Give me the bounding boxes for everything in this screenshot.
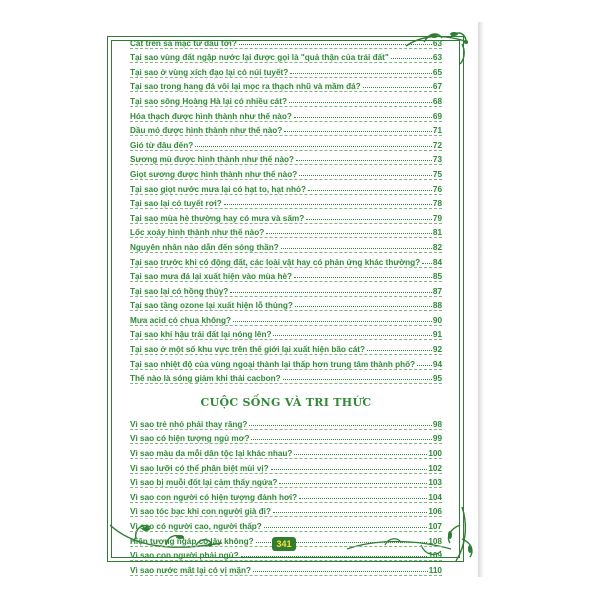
toc-entry-page: 108 — [428, 536, 442, 546]
toc-entry — [130, 488, 442, 502]
toc-entry — [130, 165, 442, 179]
page-number-badge: 341 — [272, 537, 296, 551]
toc-entry-title: Tại sao nhiệt độ của vùng ngoại thành lại thấp hơn trung tâm thành phố? — [130, 359, 416, 369]
toc-entry — [130, 34, 442, 48]
toc-leader-dots — [195, 146, 432, 147]
toc-entry — [130, 326, 442, 340]
toc-leader-dots — [363, 87, 432, 88]
toc-entry-title: Vì sao con người có hiện tượng đánh hơi? — [130, 492, 298, 502]
toc-leader-dots — [249, 425, 432, 426]
toc-entry-page: 69 — [432, 111, 442, 121]
toc-entry-title: Hóa thạch được hình thành như thế nào? — [130, 111, 292, 121]
toc-row-divider — [130, 383, 442, 384]
toc-entry-page: 76 — [432, 184, 442, 194]
toc-entry-page: 63 — [432, 38, 442, 48]
toc-leader-dots — [241, 556, 428, 557]
toc-entry — [130, 136, 442, 150]
toc-entry — [130, 107, 442, 121]
toc-leader-dots — [294, 117, 432, 118]
toc-entry-title: Dầu mỏ được hình thành như thế nào? — [130, 126, 283, 136]
toc-entry-title: Tại sao sông Hoàng Hà lại có nhiều cát? — [130, 96, 287, 106]
toc-entry-page: 84 — [432, 257, 442, 267]
toc-entry — [130, 49, 442, 63]
toc-entry-page: 78 — [432, 199, 442, 209]
toc-entry — [130, 444, 442, 458]
toc-list-top — [130, 34, 442, 384]
toc-entry-title: Tại sao trong hang đá vôi lại mọc ra thạch nhũ và mầm đá? — [130, 82, 361, 92]
toc-entry-title: Tại sao khí hậu trái đất lại nóng lên? — [130, 330, 272, 340]
toc-entry-title: Giọt sương được hình thành như thế nào? — [130, 169, 298, 179]
toc-entry-page: 67 — [432, 82, 442, 92]
toc-leader-dots — [289, 102, 432, 103]
toc-entry — [130, 297, 442, 311]
toc-entry — [130, 63, 442, 77]
toc-entry-page: 63 — [432, 53, 442, 63]
toc-entry-page: 81 — [432, 228, 442, 238]
toc-leader-dots — [271, 469, 428, 470]
toc-leader-dots — [239, 44, 432, 45]
toc-entry-title: Vì sao lưỡi có thể phân biệt mùi vị? — [130, 463, 269, 473]
toc-entry-title: Tại sao lại có hồng thủy? — [130, 286, 229, 296]
toc-leader-dots — [279, 483, 427, 484]
toc-leader-dots — [294, 277, 432, 278]
toc-entry — [130, 474, 442, 488]
toc-leader-dots — [251, 439, 431, 440]
toc-entry-page: 92 — [432, 345, 442, 355]
toc-entry — [130, 122, 442, 136]
toc-leader-dots — [253, 571, 428, 572]
toc-entry-title: Tại sao lại có tuyết rơi? — [130, 199, 222, 209]
toc-entry-page: 110 — [428, 565, 442, 575]
toc-entry — [130, 78, 442, 92]
toc-leader-dots — [264, 527, 428, 528]
toc-entry — [130, 268, 442, 282]
toc-entry-title: Vì sao tóc bạc khi con người già đi? — [130, 507, 271, 517]
toc-entry-title: Tại sao trước khi có động đất, các loài vật hay có phản ứng khác thường? — [130, 257, 421, 267]
toc-leader-dots — [290, 73, 432, 74]
toc-entry-page: 87 — [432, 286, 442, 296]
toc-entry-page: 65 — [432, 67, 442, 77]
toc-leader-dots — [266, 233, 432, 234]
toc-entry — [130, 282, 442, 296]
toc-entry-page: 102 — [428, 463, 442, 473]
toc-entry — [130, 517, 442, 531]
toc-entry-page: 82 — [432, 242, 442, 252]
toc-entry — [130, 209, 442, 223]
toc-entry-title: Vì sao con người phải ngủ? — [130, 551, 239, 561]
toc-entry — [130, 238, 442, 252]
toc-entry — [130, 180, 442, 194]
toc-leader-dots — [367, 350, 432, 351]
toc-entry — [130, 195, 442, 209]
toc-leader-dots — [283, 379, 432, 380]
toc-entry-title: Tại sao giọt nước mưa lại có hạt to, hạt nhỏ? — [130, 184, 306, 194]
toc-leader-dots — [299, 498, 427, 499]
toc-entry-page: 72 — [432, 140, 442, 150]
toc-entry-page: 68 — [432, 96, 442, 106]
toc-entry-title: Hiện tượng ngáp có lây không? — [130, 536, 254, 546]
toc-entry — [130, 430, 442, 444]
toc-entry-page: 106 — [428, 507, 442, 517]
toc-leader-dots — [273, 335, 431, 336]
toc-leader-dots — [224, 204, 432, 205]
toc-entry — [130, 459, 442, 473]
toc-entry — [130, 311, 442, 325]
toc-entry-page: 107 — [428, 522, 442, 531]
toc-list-bottom — [130, 415, 442, 576]
toc-leader-dots — [296, 160, 432, 161]
toc-leader-dots — [308, 190, 432, 191]
toc-entry-page: 90 — [432, 315, 442, 325]
toc-entry-page: 71 — [432, 126, 442, 136]
toc-entry-title: Vì sao màu da mỗi dân tộc lại khác nhau? — [130, 449, 293, 459]
toc-entry — [130, 92, 442, 106]
toc-row-divider — [130, 575, 442, 576]
toc-entry-page: 94 — [432, 359, 442, 369]
toc-entry-title: Lốc xoáy hình thành như thế nào? — [130, 228, 265, 238]
toc-entry — [130, 503, 442, 517]
toc-entry-page: 104 — [428, 492, 442, 502]
toc-entry-page: 91 — [432, 330, 442, 340]
table-of-contents — [130, 34, 442, 576]
toc-entry-page: 109 — [428, 551, 442, 561]
toc-entry-title: Sương mù được hình thành như thế nào? — [130, 155, 295, 165]
toc-entry-page: 88 — [432, 301, 442, 311]
toc-entry-page: 95 — [432, 374, 442, 384]
toc-entry — [130, 224, 442, 238]
toc-entry-page: 79 — [432, 213, 442, 223]
toc-entry-title: Vì sao có hiện tượng ngủ mơ? — [130, 434, 250, 444]
toc-entry — [130, 415, 442, 429]
toc-entry-title: Thế nào là sóng giảm khi thải cacbon? — [130, 374, 281, 384]
toc-entry-page: 75 — [432, 169, 442, 179]
toc-entry-title: Vì sao trẻ nhỏ phải thay răng? — [130, 419, 248, 429]
toc-entry-page: 99 — [432, 434, 442, 444]
toc-entry-page: 98 — [432, 419, 442, 429]
toc-leader-dots — [230, 292, 432, 293]
toc-leader-dots — [422, 263, 432, 264]
toc-entry-title: Tại sao ở vùng xích đạo lại có núi tuyết? — [130, 67, 289, 77]
toc-leader-dots — [417, 365, 432, 366]
toc-leader-dots — [295, 306, 432, 307]
toc-leader-dots — [273, 512, 427, 513]
toc-entry-page: 85 — [432, 272, 442, 282]
toc-entry — [130, 355, 442, 369]
toc-entry-page: 73 — [432, 155, 442, 165]
toc-entry — [130, 253, 442, 267]
section-heading: CUỘC SỐNG VÀ TRI THỨC — [200, 396, 372, 410]
toc-leader-dots — [391, 58, 432, 59]
toc-leader-dots — [306, 219, 432, 220]
toc-entry-title: Tại sao vùng đất ngập nước lại được gọi là "quả thận của trái đất" — [130, 53, 389, 63]
toc-leader-dots — [281, 248, 432, 249]
toc-entry-title: Vì sao nước mắt lại có vị mặn? — [130, 565, 251, 575]
toc-entry-page: 103 — [428, 478, 442, 488]
toc-entry-title: Cát trên sa mạc từ đâu tới? — [130, 38, 237, 48]
toc-entry-title: Tại sao tầng ozone lại xuất hiện lỗ thủng? — [130, 301, 293, 311]
toc-leader-dots — [284, 131, 432, 132]
page-edge-shadow — [478, 22, 484, 577]
toc-entry-title: Vì sao bị muỗi đốt lại cảm thấy ngứa? — [130, 478, 278, 488]
toc-entry-title: Tại sao ở một số khu vực trên thế giới lại xuất hiện bão cát? — [130, 345, 366, 355]
toc-entry-title: Tại sao mưa đá lại xuất hiện vào mùa hè? — [130, 272, 292, 282]
toc-entry-title: Gió từ đâu đến? — [130, 140, 194, 150]
toc-leader-dots — [233, 321, 432, 322]
toc-entry — [130, 340, 442, 354]
toc-entry-title: Mưa acid có chua không? — [130, 315, 232, 325]
toc-entry-title: Vì sao có người cao, người thấp? — [130, 522, 262, 531]
toc-entry — [130, 561, 442, 575]
toc-entry — [130, 151, 442, 165]
toc-entry — [130, 370, 442, 384]
toc-entry-title: Nguyên nhân nào dẫn đến sóng thần? — [130, 242, 279, 252]
toc-leader-dots — [294, 454, 427, 455]
toc-entry-title: Tại sao mùa hè thường hay có mưa và sấm? — [130, 213, 305, 223]
toc-leader-dots — [299, 175, 432, 176]
toc-entry-page: 100 — [428, 449, 442, 459]
